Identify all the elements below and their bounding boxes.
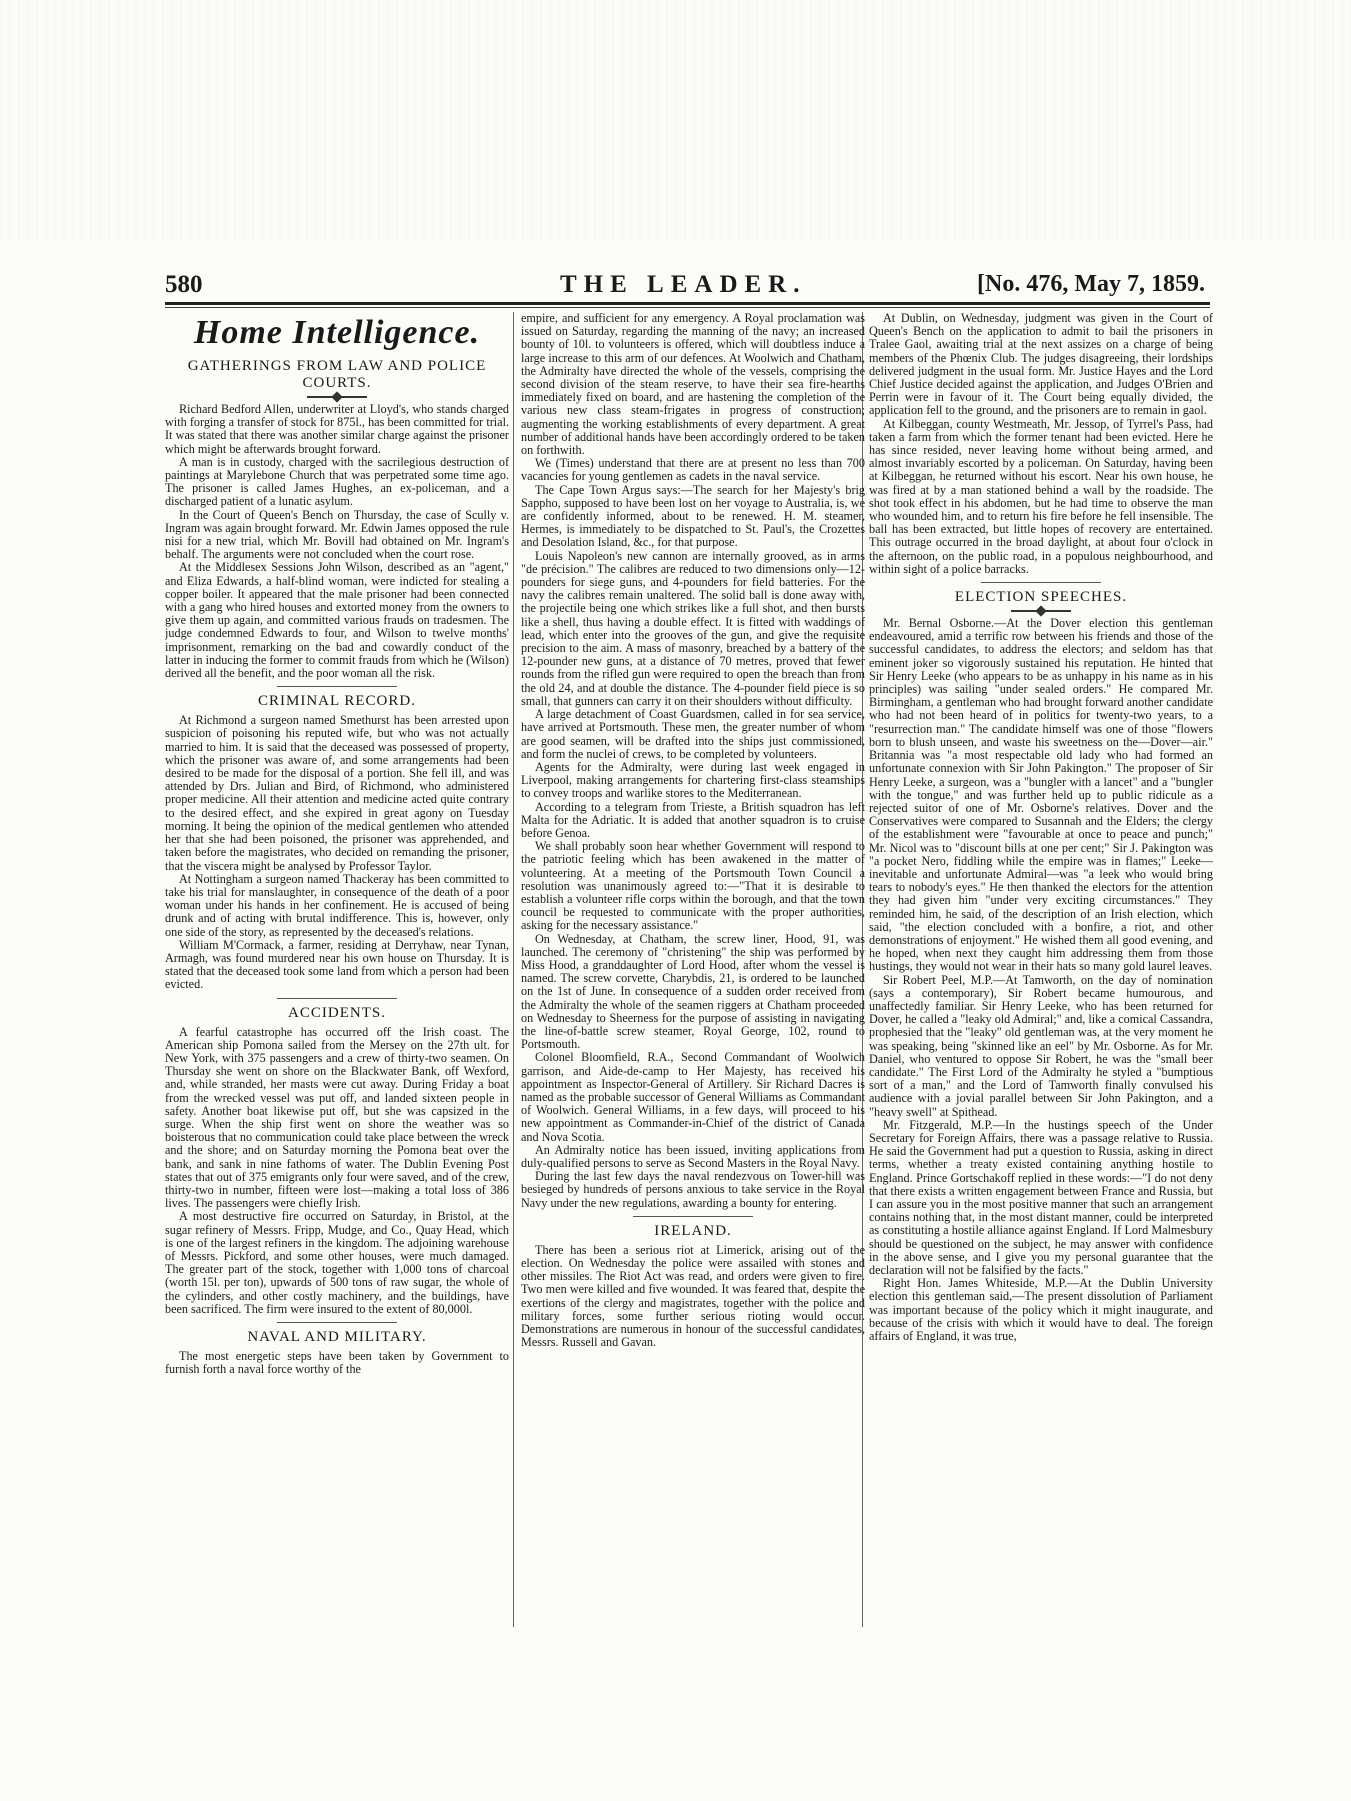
article-heading: CRIMINAL RECORD. xyxy=(258,693,416,710)
article-paragraph: A fearful catastrophe has occurred off the Irish coast. The American ship Pomona sailed from the Mersey on the 27th ult. for New York, with 375 passengers and a crew of thirty-two seamen. On Thursday she went on shore on the Blackwater Bank, off Wexford, and, while stranded, her masts were cut away. During Friday a boat from the wrecked vessel was put off, and landed sixteen people in safety. Another boat likewise put off, but she was capsized in the surge. When the ship first went on shore the weather was so boisterous that no communication could take place between the wreck and the shore; and on Saturday morning the Pomona beat over the bank, and sank in nine fathoms of water. The Dublin Evening Post states that out of 375 emigrants only four were saved, and of the crew, thirty-two in number, fifteen were lost—making a total loss of 386 lives. The passengers were chiefly Irish. xyxy=(165,1024,509,1211)
article-paragraph: At the Middlesex Sessions John Wilson, described as an "agent," and Eliza Edwards, a half-blind woman, were indicted for stealing a copper boiler. It appeared that the male prisoner had been connected with a gang who hired houses and extorted money from the owners to give them up again, and committed various frauds on tradesmen. The judge condemned Edwards to four, and Wilson to twelve months' imprisonment, remarking on the bad and cowardly conduct of the latter in inducing the former to commit frauds from which he (Wilson) derived all the benefit, and the poor woman all the risk. xyxy=(165,560,509,681)
article-paragraph: Richard Bedford Allen, underwriter at Lloyd's, who stands charged with forging a transfer of stock for 875l., has been committed for trial. It was stated that there was another similar charge against the prisoner which might be afterwards brought forward. xyxy=(165,402,509,456)
article-paragraph: We shall probably soon hear whether Government will respond to the patriotic feeling which has been awakened in the matter of volunteering. At a meeting of the Portsmouth Town Council a resolution was unanimously agreed to:—"That it is desirable to establish a volunteer rifle corps within the borough, and that the town council be requested to communicate with the proper authorities, asking for the necessary assistance." xyxy=(521,839,865,933)
issue-date: [No. 476, May 7, 1859. xyxy=(977,271,1205,297)
article-heading: ELECTION SPEECHES. xyxy=(954,589,1128,606)
column-divider xyxy=(513,312,514,1627)
column-1 xyxy=(165,312,509,1632)
article-paragraph: The Cape Town Argus says:—The search for her Majesty's brig Sappho, supposed to have been lost on her voyage to Australia, is, we are confidently informed, about to be renewed. H. M. steamer, Hermes, is immediately to be dispatched to St. Paul's, the Crozettes and Desolation Island, &c., for that purpose. xyxy=(521,482,865,550)
article-paragraph: A most destructive fire occurred on Saturday, in Bristol, at the sugar refinery of Messrs. Fripp, Mudge, and Co., Quay Head, which is one of the largest refiners in the kingdom. The adjoining warehouse of Messrs. Pickford, and some other houses, were much damaged. The greater part of the stock, together with 1,000 tons of charcoal (worth 15l. per ton), upwards of 500 tons of raw sugar, the whole of the cylinders, and other costly machinery, and the buildings, have been sacrificed. The firm were insured to the extent of 80,000l. xyxy=(165,1209,509,1316)
article-heading: NAVAL AND MILITARY. xyxy=(247,1329,427,1345)
header-rule xyxy=(165,302,1210,305)
article-paragraph: Louis Napoleon's new cannon are internally grooved, as in arms "de précision." The calibres are reduced to two dimensions only—12-pounders for siege guns, and 4-pounders for field batteries. For the navy the calibres remain unaltered. The solid ball is done away with, the projectile being one which strikes like a full shot, and then bursts like a shell, thus having a double effect. It is fitted with waddings of lead, which enter into the grooves of the gun, and give the requisite precision to the aim. A mass of masonry, breached by a battery of the 12-pounder new guns, at a distance of 70 metres, proved that fewer rounds from the rifled gun were required to open the breach than from the old 24, and at double the distance. The 4-pounder field piece is so small, that gunners can carry it on their shoulders without difficulty. xyxy=(521,548,865,708)
article-paragraph: At Kilbeggan, county Westmeath, Mr. Jessop, of Tyrrel's Pass, had taken a farm from which the former tenant had been evicted. Here he has since resided, never leaving home without being armed, and almost invariably escorted by a policeman. On Saturday, having been at Kilbeggan, he returned without his escort. Near his own house, he was fired at by a man stationed behind a wall by the roadside. The shot took effect in his abdomen, but he had time to observe the man who wounded him, and to return his fire before he fell insensible. The ball has been extracted, but little hopes of recovery are entertained. This outrage occurred in the broad daylight, at about four o'clock in the afternoon, on the public road, in a populous neighbourhood, and within sight of a police barracks. xyxy=(869,416,1213,576)
article-paragraph: A man is in custody, charged with the sacrilegious destruction of paintings at Marylebone Church that was perpetrated some time ago. The prisoner is called James Hughes, an ex-policeman, and a discharged patient of a lunatic asylum. xyxy=(165,454,509,509)
article-paragraph: Mr. Bernal Osborne.—At the Dover election this gentleman endeavoured, amid a terrific row between his friends and those of the successful candidates, to address the electors; and seldom has that eminent joker so vigorously sustained his reputation. He hinted that Sir Henry Leeke (who appears to be as unhappy in his name as in his principles) was sailing "under sealed orders." He compared Mr. Birmingham, a gentleman who had brought forward another candidate who had not been heard of in politics for twenty-two years, to a "resurrection man." The candidate himself was one of those "flowers born to blush unseen, and waste his sweetness on the—Dover—air." Britannia was "a most respectable old lady who had formed an unfortunate connexion with Sir John Pakington." The proposer of Sir Henry Leeke, a surgeon, was a "bungler with a lancet" and a "bungler with the tongue," and was further held up to public ridicule as a rejected suitor of one of Mr. Osborne's relatives. Dover and the Conservatives were compared to Susannah and the Elders; the clergy of the establishment were "favourable at once to peace and punch;" Mr. Nicol was to "discount bills at one per cent;" Sir J. Pakington was "a pocket Nero, fiddling while the empire was in flames;" Leeke—inevitable and unfortunate Admiral—was "a leek who would bring tears to nobody's eyes." He then thanked the electors for the attention they had given him "under very exciting circumstances." They reminded him, he said, of the description of an Irish election, which said, "the election concluded with a bonfire, a riot, and other demonstrations of enjoyment." He wished them all good evening, and he hoped, when next they caught him addressing them from those hustings, they would not wear in their hats so many gold laurel leaves. xyxy=(869,616,1213,974)
article-paragraph: A large detachment of Coast Guardsmen, called in for sea service, have arrived at Portsmouth. These men, the greater number of whom are good seamen, will be drafted into the ships just commissioned, and form the nuclei of crews, to be completed by volunteers. xyxy=(521,707,865,761)
article-paragraph: In the Court of Queen's Bench on Thursday, the case of Scully v. Ingram was again brought forward. Mr. Edwin James opposed the rule nisi for a new trial, which Mr. Bovill had obtained on Mr. Ingram's behalf. The arguments were not concluded when the court rose. xyxy=(165,507,509,562)
article-paragraph: Sir Robert Peel, M.P.—At Tamworth, on the day of nomination (says a contemporary), Sir Robert became humourous, and unaffectedly familiar. Sir Henry Leeke, who has been returned for Dover, he called a "leaky old Admiral;" and, like a comical Cassandra, prophesied that the "leaky" old gentleman was, at the very moment he was speaking, being "skinned like an eel" by Mr. Osborne. As for Mr. Daniel, who ventured to oppose Sir Robert, he was the "small beer candidate." The First Lord of the Admiralty he styled a "bumptious sort of a man," and the Lord of Tamworth finally convulsed his audience with a jovial parallel between Sir John Pakington, and a "heavy swell" at Spithead. xyxy=(869,972,1213,1119)
article-paragraph: Agents for the Admiralty, were during last week engaged in Liverpool, making arrangements for chartering first-class steamships to convey troops and warlike stores to the Mediterranean. xyxy=(521,759,865,801)
article-heading: IRELAND. xyxy=(654,1222,732,1239)
column-3 xyxy=(869,312,1213,1632)
article-paragraph: Mr. Fitzgerald, M.P.—In the hustings speech of the Under Secretary for Foreign Affairs, there was a passage relative to Russia. He said the Government had put a question to Russia, asking in direct terms, whether a treaty existed containing anything hostile to England. Prince Gortschakoff replied in these words:—"I do not deny that there exists a written engagement between France and Russia, but I can assure you in the most positive manner that such an arrangement contains nothing that, in the most distant manner, could be interpreted as constituting a hostile alliance against England. If Lord Malmesbury should be questioned on the subject, he may answer with confidence in the above sense, and I give you my personal guarantee that the declaration will not be falsified by the facts." xyxy=(869,1117,1213,1278)
article-paragraph: The most energetic steps have been taken by Government to furnish forth a naval force worthy of the xyxy=(165,1349,509,1377)
paper-texture xyxy=(0,0,1351,240)
article-heading: GATHERINGS FROM LAW AND POLICE COURTS. xyxy=(187,358,487,391)
section-rule xyxy=(981,582,1101,583)
masthead-title: THE LEADER. xyxy=(560,271,807,298)
article-paragraph: During the last few days the naval rendezvous on Tower-hill was besieged by hundreds of persons anxious to take service in the Royal Navy under the new regulations, awarding a bounty for entering. xyxy=(521,1169,865,1210)
article-paragraph: empire, and sufficient for any emergency. A Royal proclamation was issued on Saturday, regarding the manning of the navy; an increased bounty of 10l. to volunteers is offered, which will doubtless induce a large increase to this arm of our defences. At Woolwich and Chatham, the Admiralty have directed the whole of the vessels, comprising the second division of the steam reserve, to have their sea fire-hearths immediately fixed on board, and are hastening the completion of the various new class steam-frigates in progress of construction; augmenting the working establishments of every department. A great number of additional hands have been accordingly ordered to be taken on forthwith. xyxy=(521,312,865,458)
article-heading: ACCIDENTS. xyxy=(288,1004,386,1021)
article-paragraph: At Dublin, on Wednesday, judgment was given in the Court of Queen's Bench on the application to admit to bail the prisoners in Tralee Gaol, awaiting trial at the next assizes on a charge of being members of the Phœnix Club. The judges disagreeing, their lordships delivered judgment in the usual form. Mr. Justice Hayes and the Lord Chief Justice decided against the application, and Judges O'Brien and Perrin were in favour of it. The Court being equally divided, the application fell to the ground, and the prisoners are to remain in gaol. xyxy=(869,312,1213,418)
section-title: Home Intelligence. xyxy=(193,314,481,351)
heading-ornament xyxy=(307,396,367,398)
article-paragraph: At Nottingham a surgeon named Thackeray has been committed to take his trial for manslaughter, in consequence of the death of a poor woman under his hands in her confinement. He is accused of being drunk and of acting with brutal indifference. This is, however, only one side of the story, as represented by the deceased's relations. xyxy=(165,871,509,939)
article-paragraph: Colonel Bloomfield, R.A., Second Commandant of Woolwich garrison, and Aide-de-camp to Her Majesty, has received his appointment as Inspector-General of Artillery. Sir Richard Dacres is named as the probable successor of General Williams as Commandant of Woolwich. General Williams, in a few days, will proceed to his new appointment as Commander-in-Chief of the district of Canada and Nova Scotia. xyxy=(521,1050,865,1144)
article-paragraph: At Richmond a surgeon named Smethurst has been arrested upon suspicion of poisoning his reputed wife, but who was not actually married to him. It is said that the deceased was possessed of property, which the prisoner was aware of, and some arrangements had been desired to be made for the disposal of a portion. She fell ill, and was attended by Drs. Julian and Bird, of Richmond, who administered proper medicine. All their attention and medicine acted quite contrary to the desired effect, and she expired in great agony on Tuesday morning. It being the opinion of the medical gentlemen who attended her that she had been poisoned, the prisoner was apprehended, and taken before the magistrates, who decided on remanding the prisoner, that the viscera might be analysed by Professor Taylor. xyxy=(165,713,509,873)
article-paragraph: On Wednesday, at Chatham, the screw liner, Hood, 91, was launched. The ceremony of "christening" the ship was performed by Miss Hood, a granddaughter of Lord Hood, after whom the vessel is named. The screw corvette, Charybdis, 21, is ordered to be launched on the 1st of June. In consequence of a sudden order received from the Admiralty the whole of the seamen riggers at Chatham proceeded on Wednesday to Sheerness for the purpose of assisting in navigating the line-of-battle screw steamer, Royal George, 102, round to Portsmouth. xyxy=(521,931,865,1052)
column-2 xyxy=(521,312,865,1632)
header-rule-thin xyxy=(165,307,1210,308)
section-rule xyxy=(277,686,397,687)
heading-ornament xyxy=(1011,610,1071,612)
section-rule xyxy=(633,1216,753,1217)
article-paragraph: William M'Cormack, a farmer, residing at Derryhaw, near Tynan, Armagh, was found murdered near his own house on Thursday. It is stated that the deceased took some land from which a person had been evicted. xyxy=(165,937,509,992)
article-paragraph: According to a telegram from Trieste, a British squadron has left Malta for the Adriatic. It is added that another squadron is to cruise before Genoa. xyxy=(521,799,865,840)
article-paragraph: Right Hon. James Whiteside, M.P.—At the Dublin University election this gentleman said,—The present dissolution of Parliament was important because of the policy which it might inaugurate, and because of the crisis with which it would have to deal. The foreign affairs of England, it was true, xyxy=(869,1276,1213,1344)
section-rule xyxy=(277,998,397,999)
page-number: 580 xyxy=(165,271,203,298)
page-header xyxy=(165,265,1205,305)
article-paragraph: There has been a serious riot at Limerick, arising out of the election. On Wednesday the police were assailed with stones and other missiles. The Riot Act was read, and orders were given to fire. Two men were killed and five wounded. It was feared that, despite the exertions of the clergy and magistrates, together with the police and military forces, some further serious rioting would occur. Demonstrations are numerous in honour of the successful candidates, Messrs. Russell and Gavan. xyxy=(521,1242,865,1350)
article-paragraph: We (Times) understand that there are at present no less than 700 vacancies for young gentlemen as cadets in the naval service. xyxy=(521,456,865,484)
article-paragraph: An Admiralty notice has been issued, inviting applications from duly-qualified persons to serve as Second Masters in the Royal Navy. xyxy=(521,1142,865,1170)
section-rule xyxy=(277,1322,397,1323)
